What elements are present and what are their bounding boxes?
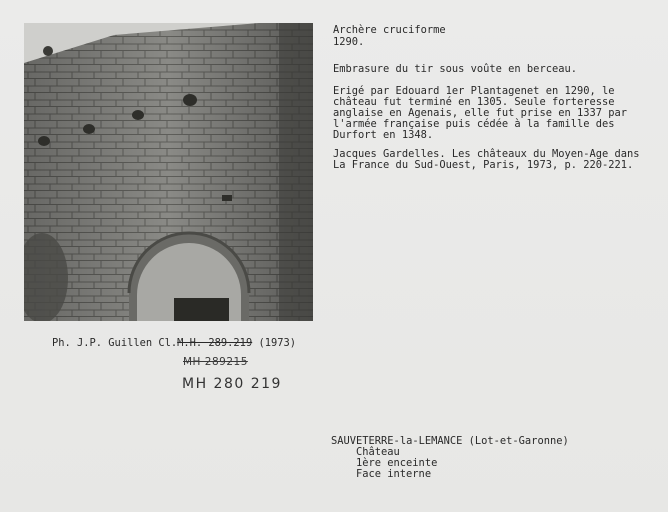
notes-history-2: château fut terminé en 1305. Seule forteresse (333, 96, 615, 108)
location-line2: 1ère enceinte (356, 457, 438, 469)
location-line1: Château (356, 446, 400, 458)
notes-type-line2: 1290. (333, 36, 365, 48)
notes-embrasure: Embrasure du tir sous voûte en berceau. (333, 63, 577, 75)
notes-type-line1: Archère cruciforme (333, 24, 446, 36)
photo-credit (52, 338, 296, 350)
location-line3: Face interne (356, 468, 432, 480)
credit-year: (1973) (258, 337, 297, 349)
handwritten-struck-ref: MH 289215 (183, 356, 248, 368)
notes-reference-2: La France du Sud-Ouest, Paris, 1973, p. 220-221. (333, 159, 634, 171)
castle-wall-image (24, 23, 313, 321)
handwritten-ref: MH 280 219 (182, 376, 282, 392)
castle-photo (24, 23, 313, 321)
credit-struck-ref: M.H. 289.219 (177, 337, 253, 349)
location-place: SAUVETERRE-la-LEMANCE (Lot-et-Garonne) (331, 435, 569, 447)
notes-history-3: anglaise en Agenais, elle fut prise en 1337 par (333, 107, 628, 119)
notes-history-5: Durfort en 1348. (333, 129, 434, 141)
notes-reference-1: Jacques Gardelles. Les châteaux du Moyen-Age dans (333, 148, 640, 160)
notes-history-1: Erigé par Edouard 1er Plantagenet en 1290, le (333, 85, 615, 97)
credit-prefix: Ph. J.P. Guillen Cl. (52, 337, 178, 349)
notes-history-4: l'armée française puis cédée à la famille des (333, 118, 615, 130)
